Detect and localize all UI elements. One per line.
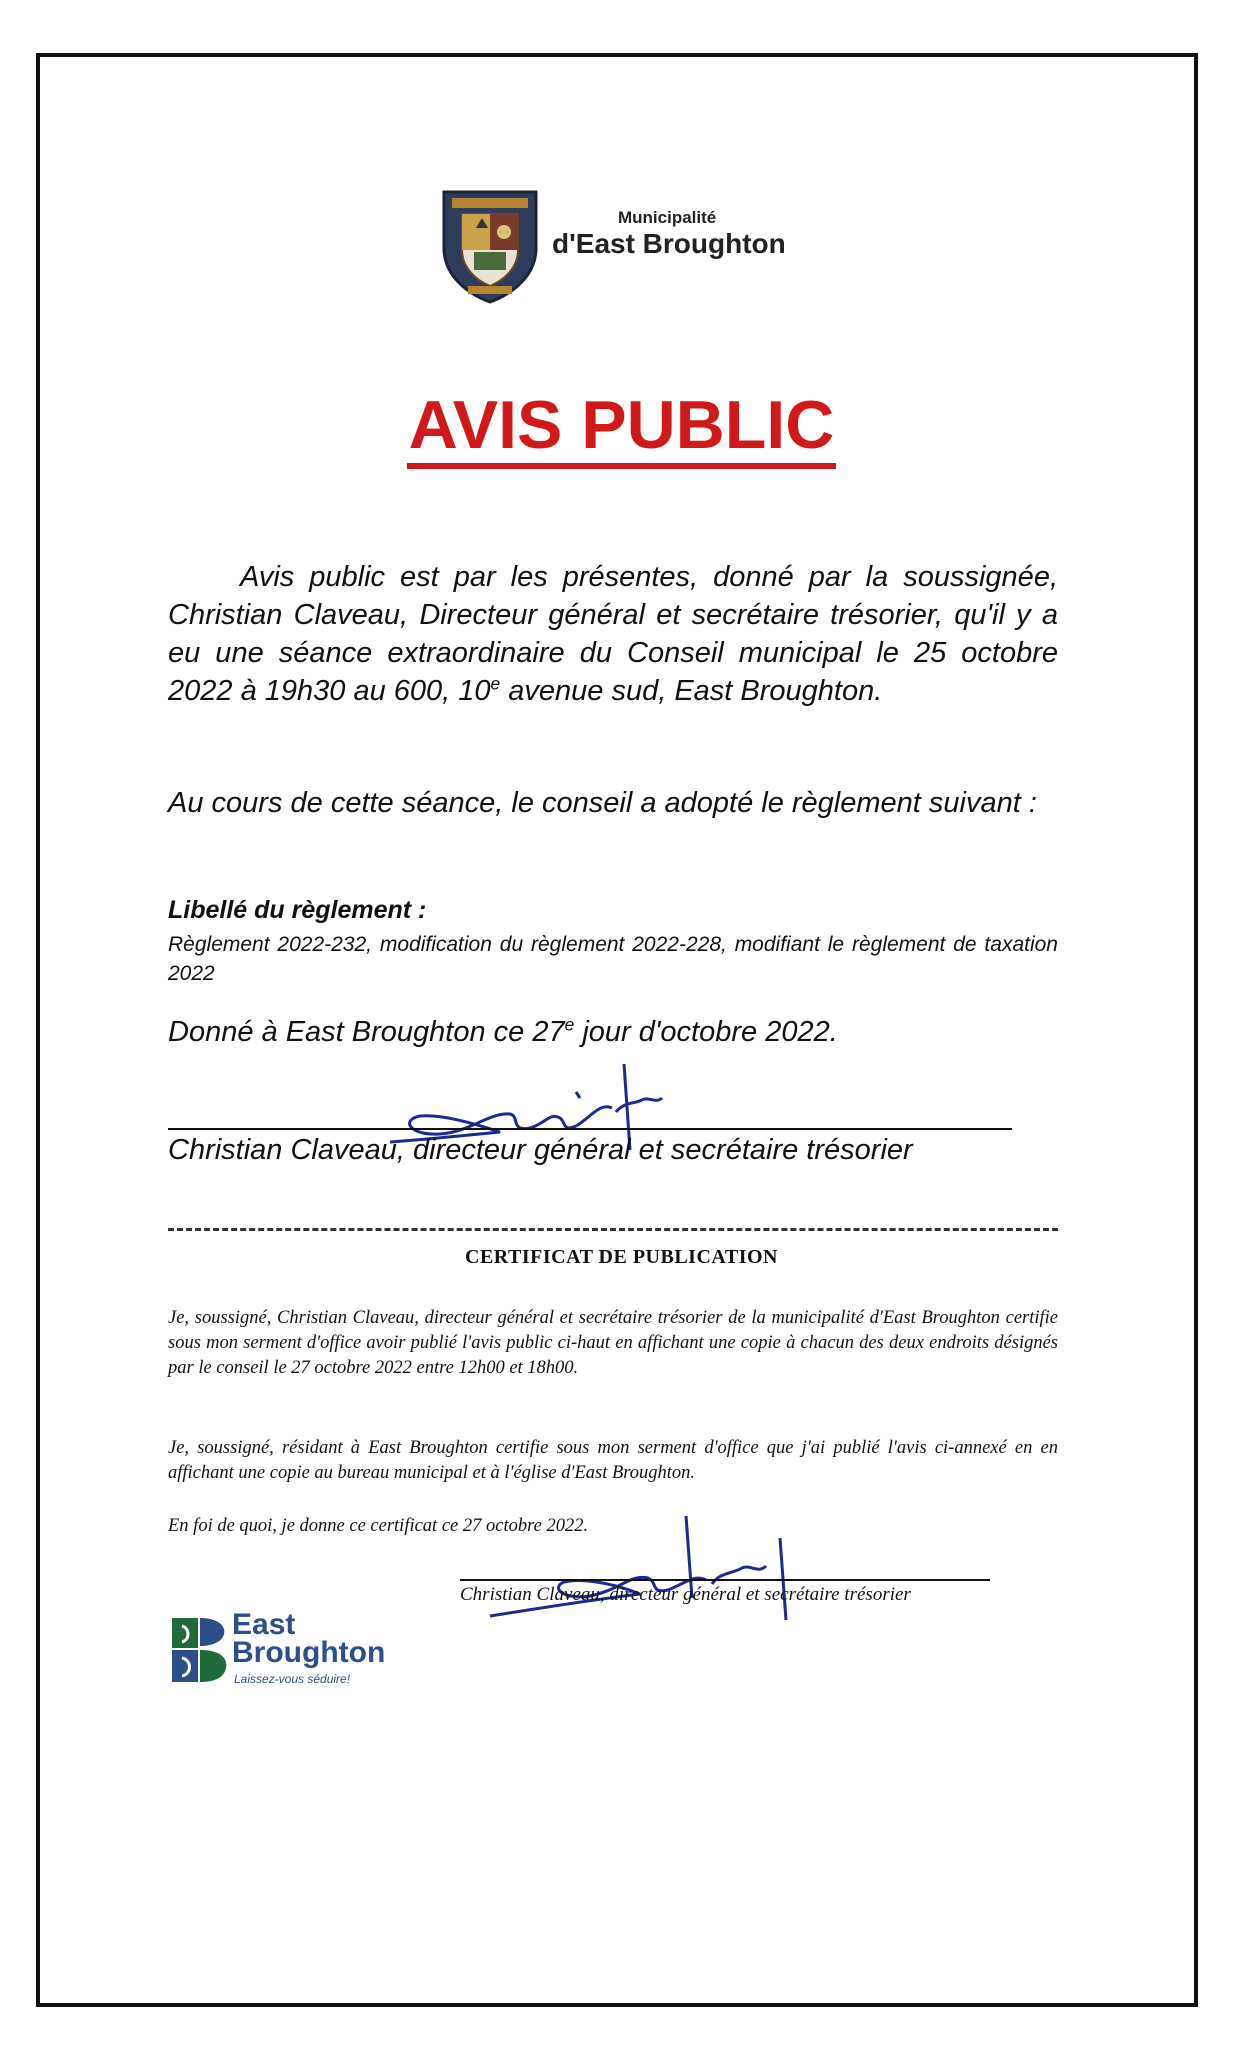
dashed-divider — [168, 1228, 1058, 1231]
notice-text: Avis public est par les présentes, donné par la soussignée, Christian Claveau, Directeur général et secrétaire trésorier, qu'il y a eu une séance extraordinaire du Conseil municipal le 25 octobre 2022 à 19h30 au 600, 10 — [168, 561, 1058, 707]
certificate-paragraph-2: Je, soussigné, résidant à East Broughton certifie sous mon serment d'office que j'ai publié l'avis ci-annexé en en affichant une copie au bureau municipal et à l'église d'East Broughton. — [168, 1438, 1058, 1483]
notice-paragraph — [168, 558, 1058, 710]
notice-text-end: avenue sud, East Broughton. — [500, 675, 883, 707]
bylaw-heading: Libellé du règlement : — [168, 896, 427, 924]
municipality-header — [440, 188, 786, 308]
certificate-title: CERTIFICAT DE PUBLICATION — [465, 1246, 778, 1268]
adoption-paragraph: Au cours de cette séance, le conseil a adopté le règlement suivant : — [168, 787, 1037, 819]
given-at-line — [168, 1016, 838, 1049]
brand-line-1: East — [232, 1608, 296, 1641]
given-at-text-end: jour d'octobre 2022. — [574, 1016, 838, 1048]
signature-line — [168, 1128, 1012, 1130]
municipality-name: d'East Broughton — [552, 228, 786, 259]
given-at-text: Donné à East Broughton ce 27 — [168, 1016, 565, 1048]
notice-sup: e — [490, 673, 501, 694]
handwritten-signature-2-icon — [480, 1508, 840, 1628]
brand-line-2: Broughton — [232, 1636, 386, 1669]
signature-line-2 — [460, 1579, 990, 1581]
document-title: AVIS PUBLIC — [407, 390, 837, 469]
certificate-paragraph-3: En foi de quoi, je donne ce certificat ce 27 octobre 2022. — [168, 1516, 589, 1536]
given-at-sup: e — [564, 1014, 575, 1035]
brand-tagline: Laissez-vous séduire! — [234, 1672, 351, 1686]
document-title-wrap — [0, 387, 1243, 469]
signatory-name: Christian Claveau, directeur général et secrétaire trésorier — [168, 1134, 913, 1166]
signatory-name-2: Christian Claveau, directeur général et secrétaire trésorier — [460, 1584, 911, 1605]
bylaw-text: Règlement 2022-232, modification du règlement 2022-228, modifiant le règlement de taxation 2022 — [168, 933, 1058, 985]
east-broughton-brand — [168, 1608, 398, 1692]
certificate-paragraph-1: Je, soussigné, Christian Claveau, directeur général et secrétaire trésorier de la municipalité d'East Broughton certifie sous mon serment d'office avoir publié l'avis public ci-haut en affichant une copie à chacun des deux endroits désignés par le conseil le 27 octobre 2022 entre 12h00 et 18h00. — [168, 1308, 1058, 1378]
municipal-coat-of-arms-icon — [440, 188, 540, 304]
municipality-label: Municipalité — [618, 208, 717, 227]
east-broughton-logo-icon — [168, 1612, 230, 1686]
